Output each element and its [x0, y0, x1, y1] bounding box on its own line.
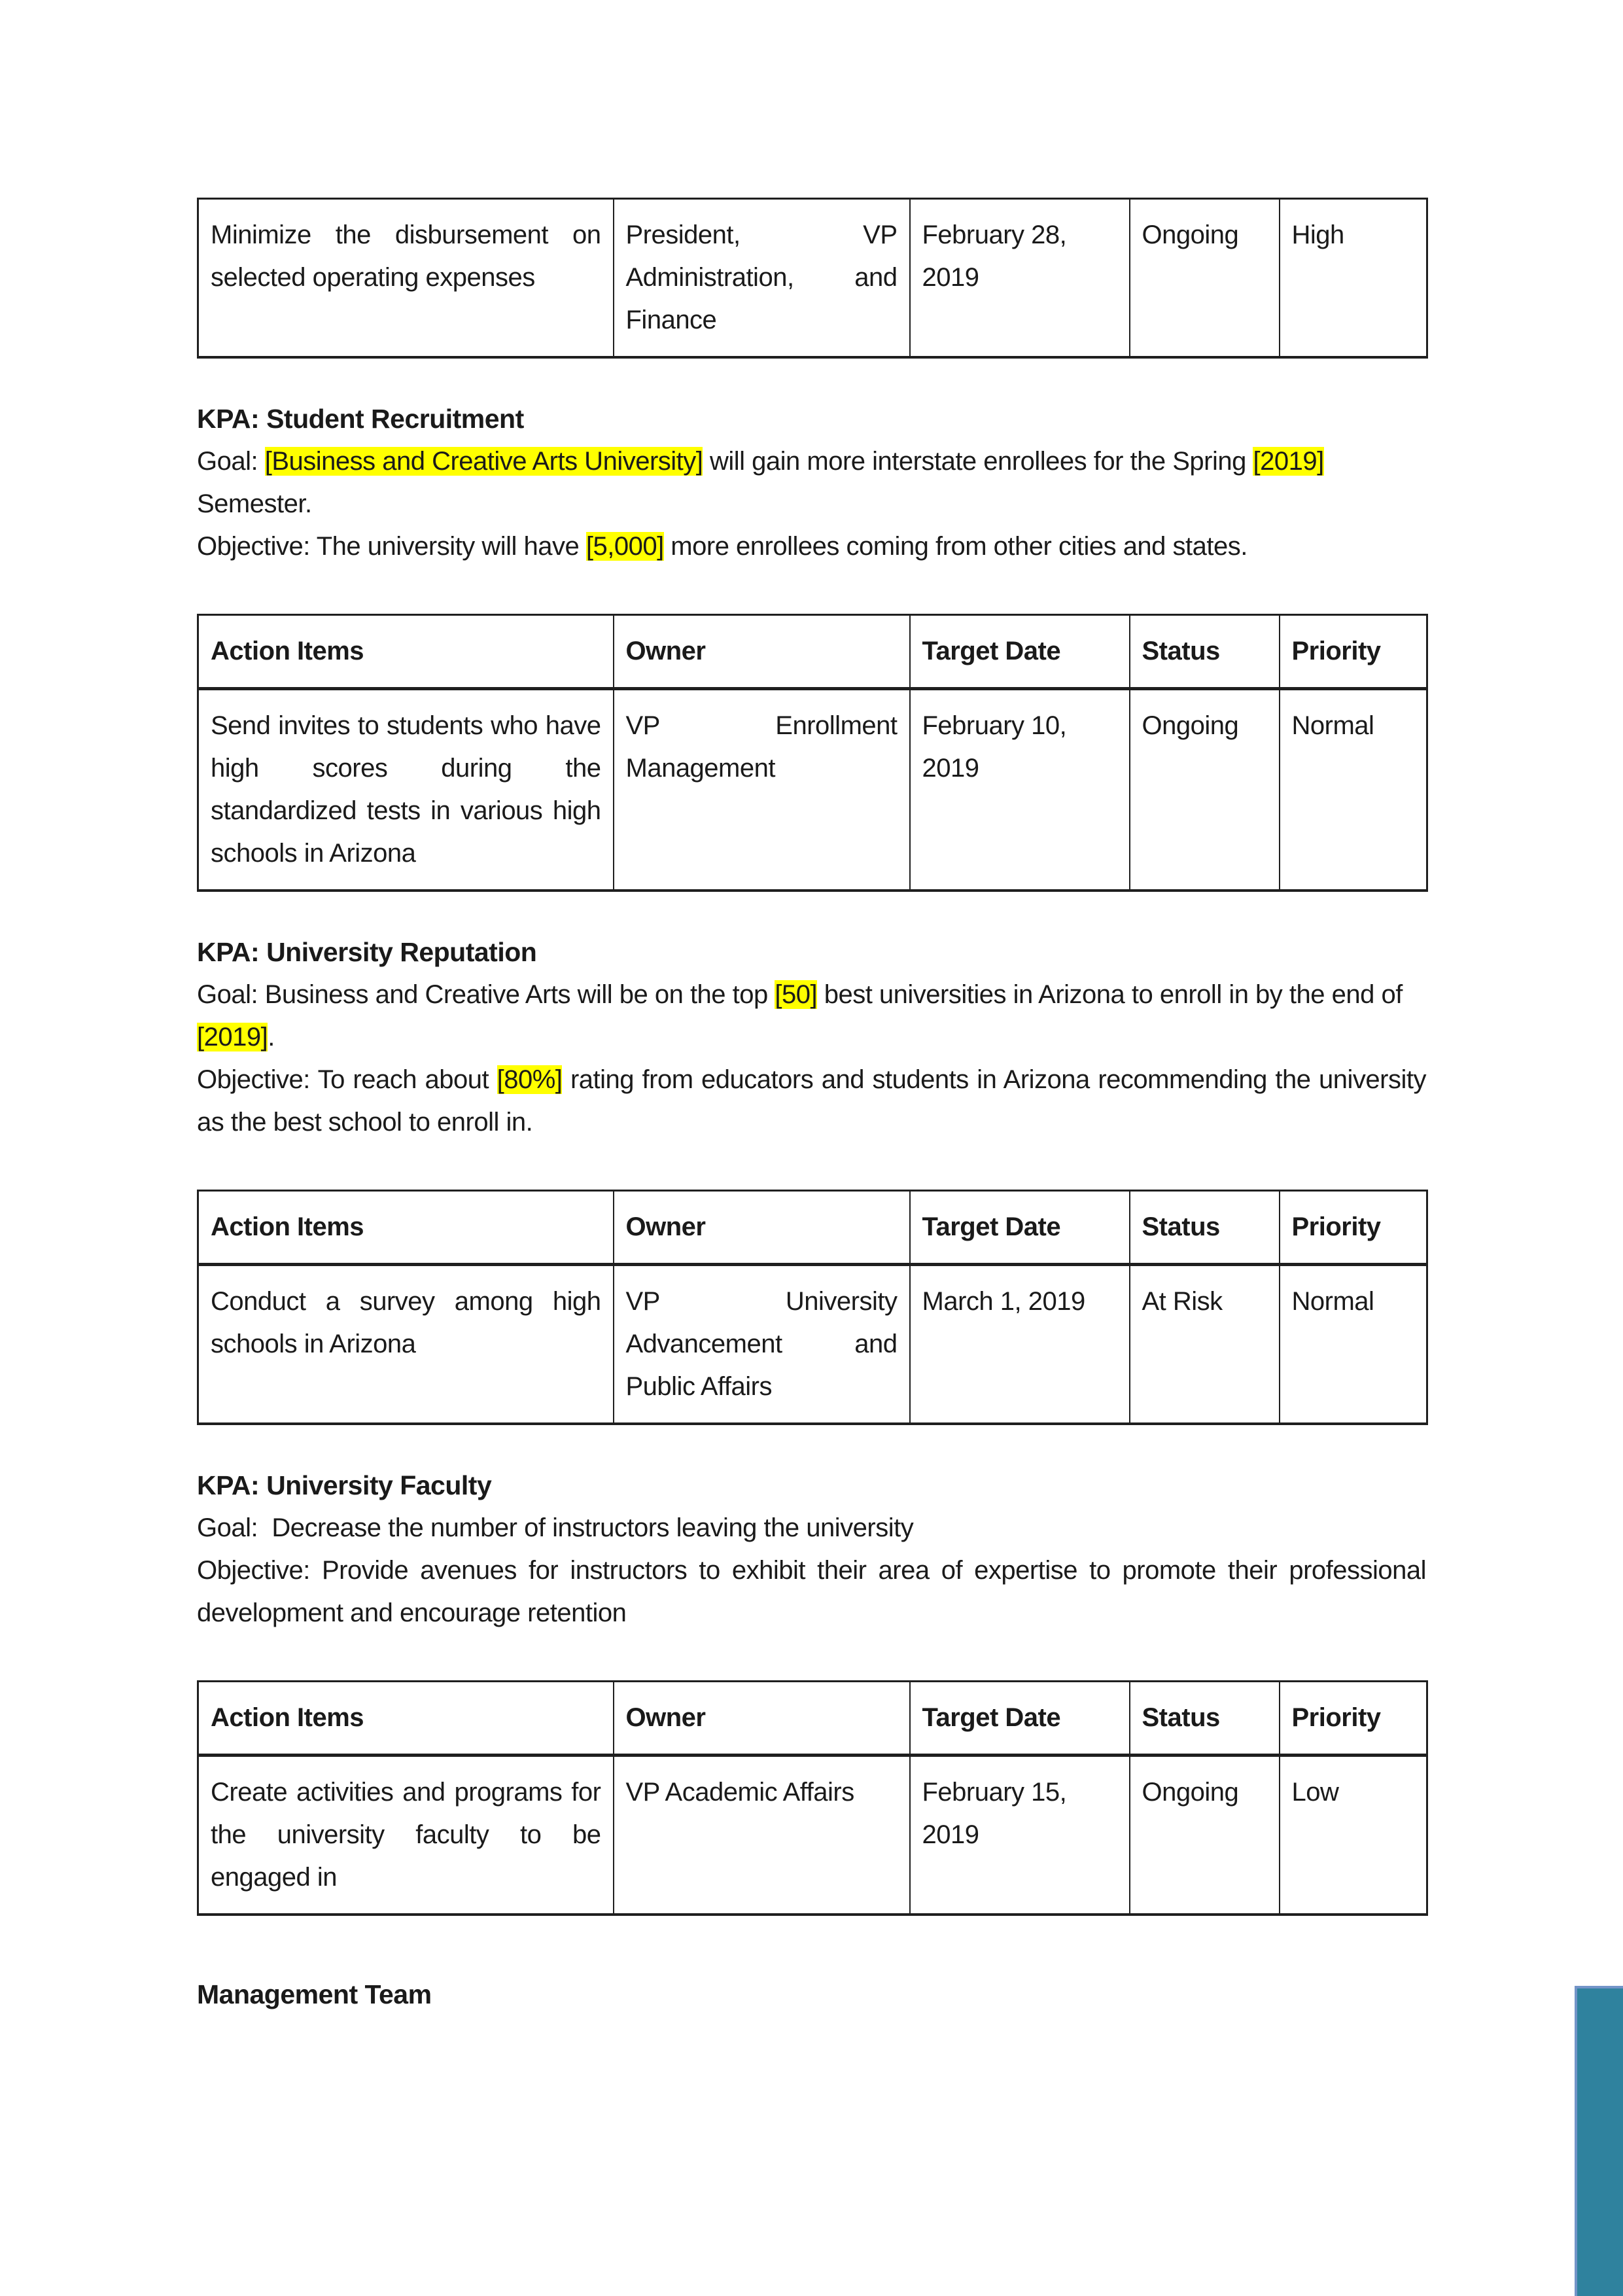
- text-segment: Objective: Provide avenues for instructors to exhibit their area of expertise to promote their professional development and encourage retention: [197, 1556, 1426, 1627]
- table-header-row: [198, 1682, 1427, 1756]
- owner-header: Owner: [614, 615, 910, 689]
- priority-header: Priority: [1280, 615, 1427, 689]
- priority-header: Priority: [1280, 1682, 1427, 1756]
- table-row: [198, 1265, 1427, 1424]
- priority-cell: High: [1280, 199, 1427, 358]
- objective-paragraph: [197, 1549, 1426, 1634]
- target-date-cell: February 15, 2019: [910, 1756, 1130, 1915]
- highlighted-text: [50]: [775, 980, 818, 1009]
- table-row: [198, 1756, 1427, 1915]
- highlighted-text: [Business and Creative Arts University]: [264, 447, 703, 476]
- highlighted-text: [2019]: [1253, 447, 1324, 476]
- target-date-header: Target Date: [910, 615, 1130, 689]
- owner-cell: VP Enrollment Management: [614, 689, 910, 891]
- operating-expenses-continuation-table: [197, 198, 1428, 359]
- owner-cell: VP University Advancement and Public Affairs: [614, 1265, 910, 1424]
- kpa-heading-university-faculty: KPA: University Faculty: [197, 1470, 492, 1500]
- target-date-cell: February 28, 2019: [910, 199, 1130, 358]
- table-header-row: [198, 615, 1427, 689]
- text-segment: more enrollees coming from other cities and states.: [663, 532, 1248, 561]
- priority-cell: Normal: [1280, 689, 1427, 891]
- table-row: [198, 689, 1427, 891]
- owner-cell: President, VP Administration, and Finance: [614, 199, 910, 358]
- status-header: Status: [1130, 1682, 1280, 1756]
- status-cell: At Risk: [1130, 1265, 1280, 1424]
- highlighted-text: [2019]: [197, 1023, 268, 1051]
- management-team-heading: Management Team: [197, 1979, 432, 2009]
- accent-bar-decoration: [1575, 1986, 1623, 2296]
- target-date-header: Target Date: [910, 1191, 1130, 1265]
- action-items-header: Action Items: [198, 1191, 614, 1265]
- text-segment: Objective: The university will have: [197, 532, 586, 561]
- status-header: Status: [1130, 1191, 1280, 1265]
- highlighted-text: [80%]: [497, 1065, 563, 1094]
- owner-cell: VP Academic Affairs: [614, 1756, 910, 1915]
- table-row: [198, 199, 1427, 358]
- action-items-cell: Create activities and programs for the university faculty to be engaged in: [198, 1756, 614, 1915]
- action-items-cell: Conduct a survey among high schools in Arizona: [198, 1265, 614, 1424]
- priority-header: Priority: [1280, 1191, 1427, 1265]
- goal-paragraph: [197, 440, 1426, 525]
- text-segment: will gain more interstate enrollees for the Spring: [703, 447, 1253, 476]
- text-segment: Goal:: [197, 447, 265, 476]
- priority-cell: Normal: [1280, 1265, 1427, 1424]
- text-segment: Goal: Decrease the number of instructors leaving the university: [197, 1513, 914, 1542]
- text-segment: .: [268, 1023, 275, 1051]
- status-header: Status: [1130, 615, 1280, 689]
- priority-cell: Low: [1280, 1756, 1427, 1915]
- text-segment: Objective: To reach about: [197, 1065, 497, 1094]
- status-cell: Ongoing: [1130, 689, 1280, 891]
- status-cell: Ongoing: [1130, 199, 1280, 358]
- university-faculty-table: [197, 1680, 1428, 1916]
- document-content: [197, 198, 1426, 2016]
- text-segment: rating from educators and students in Arizona recommending the university as the best school to enroll in.: [197, 1065, 1426, 1137]
- text-segment: Goal: Business and Creative Arts will be on the top: [197, 980, 775, 1009]
- target-date-cell: March 1, 2019: [910, 1265, 1130, 1424]
- objective-paragraph: [197, 1059, 1426, 1144]
- action-items-header: Action Items: [198, 1682, 614, 1756]
- owner-header: Owner: [614, 1682, 910, 1756]
- table-header-row: [198, 1191, 1427, 1265]
- text-segment: Semester.: [197, 489, 312, 518]
- kpa-heading-university-reputation: KPA: University Reputation: [197, 937, 537, 967]
- target-date-header: Target Date: [910, 1682, 1130, 1756]
- text-segment: best universities in Arizona to enroll in by the end of: [817, 980, 1403, 1009]
- goal-paragraph: [197, 974, 1426, 1059]
- action-items-cell: Minimize the disbursement on selected operating expenses: [198, 199, 614, 358]
- goal-paragraph: [197, 1507, 1426, 1549]
- kpa-heading-student-recruitment: KPA: Student Recruitment: [197, 404, 524, 434]
- university-reputation-table: [197, 1190, 1428, 1425]
- action-items-header: Action Items: [198, 615, 614, 689]
- highlighted-text: [5,000]: [585, 532, 664, 561]
- objective-paragraph: [197, 525, 1426, 568]
- owner-header: Owner: [614, 1191, 910, 1265]
- status-cell: Ongoing: [1130, 1756, 1280, 1915]
- action-items-cell: Send invites to students who have high scores during the standardized tests in various high schools in Arizona: [198, 689, 614, 891]
- target-date-cell: February 10, 2019: [910, 689, 1130, 891]
- student-recruitment-table: [197, 614, 1428, 892]
